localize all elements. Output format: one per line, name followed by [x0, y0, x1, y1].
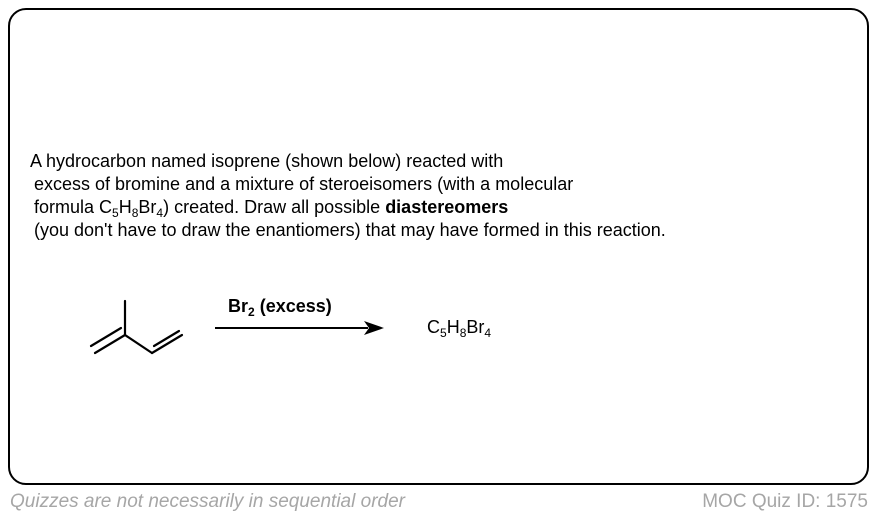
quiz-id-label: MOC Quiz ID: 1575: [702, 491, 868, 512]
question-line-3: formula $C_5H_8Br_4$) created. Draw all possible diastereomers: [34, 197, 509, 220]
question-card: [8, 8, 869, 485]
footer-note: Quizzes are not necessarily in sequential order: [10, 491, 405, 512]
question-line-1: A hydrocarbon named isoprene (shown below) reacted with: [30, 151, 504, 171]
diastereomers-keyword: diastereomers: [385, 197, 509, 217]
isoprene-structure: [88, 295, 188, 365]
reagent-label: $Br_2$ (excess): [228, 296, 332, 319]
question-line-4: (you don't have to draw the enantiomers) that may have formed in this reaction.: [34, 220, 666, 240]
reaction-arrow-icon: [214, 318, 386, 338]
question-line-2: excess of bromine and a mixture of steroeisomers (with a molecular: [34, 174, 574, 194]
product-formula: $C_5H_8Br_4$: [427, 317, 492, 340]
question-text: [30, 150, 666, 242]
